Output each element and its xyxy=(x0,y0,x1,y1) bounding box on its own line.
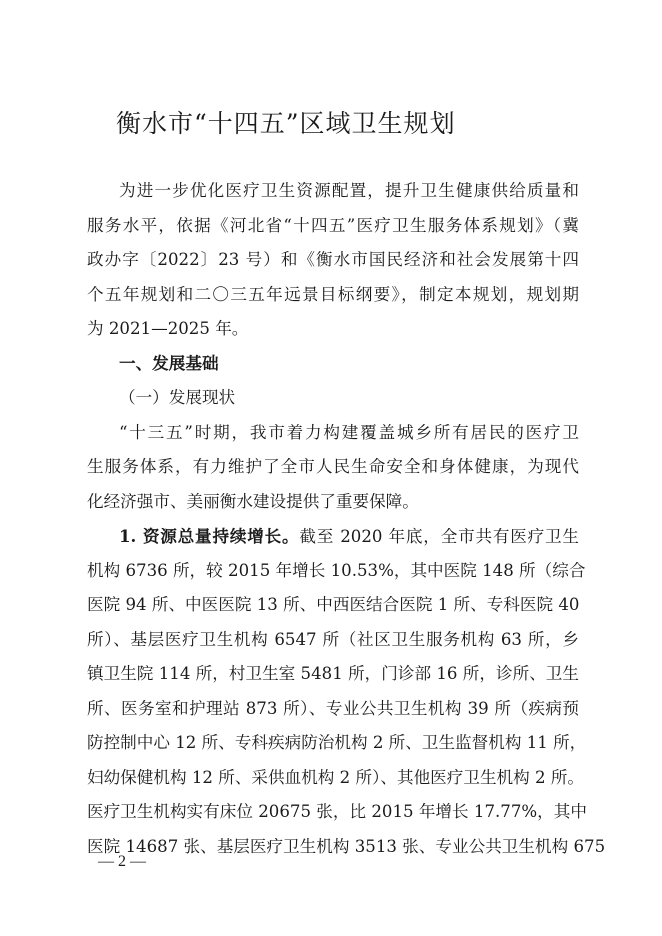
paragraph-line: 服务水平，依据《河北省“十四五”医疗卫生服务体系规划》（冀 xyxy=(87,215,579,235)
paragraph-line: 生服务体系，有力维护了全市人民生命安全和身体健康，为现代 xyxy=(87,457,579,476)
paragraph-line: 机构 6736 所，较 2015 年增长 10.53%，其中医院 148 所（综合 xyxy=(87,560,586,580)
paragraph-line: 镇卫生院 114 所，村卫生室 5481 所，门诊部 16 所，诊所、卫生 xyxy=(87,664,579,683)
paragraph-line: 妇幼保健机构 12 所、采供血机构 2 所）、其他医疗卫生机构 2 所。 xyxy=(87,767,585,787)
item-text: 截至 2020 年底，全市共有医疗卫生 xyxy=(299,527,579,546)
paragraph-line: 医院 14687 张、基层医疗卫生机构 3513 张、专业公共卫生机构 675 xyxy=(87,836,606,856)
paragraph-line: 为 2021—2025 年。 xyxy=(87,319,249,338)
paragraph-line: 政办字〔2022〕23 号）和《衡水市国民经济和社会发展第十四 xyxy=(87,250,579,269)
paragraph-line: 防控制中心 12 所、专科疾病防治机构 2 所、卫生监督机构 11 所， xyxy=(87,733,587,752)
section-heading: 一、发展基础 xyxy=(119,353,219,373)
paragraph-line: 所）、基层医疗卫生机构 6547 所（社区卫生服务机构 63 所，乡 xyxy=(87,629,579,649)
paragraph-line: 为进一步优化医疗卫生资源配置，提升卫生健康供给质量和 xyxy=(119,181,579,200)
subsection-heading: （一）发展现状 xyxy=(119,388,236,407)
paragraph-line: 个五年规划和二〇三五年远景目标纲要》，制定本规划，规划期 xyxy=(87,284,579,304)
paragraph-line xyxy=(87,519,579,554)
paragraph-line: 所、医务室和护理站 873 所）、专业公共卫生机构 39 所（疾病预 xyxy=(87,698,579,718)
document-body xyxy=(87,174,606,864)
document-title: 衡水市“十四五”区域卫生规划 xyxy=(116,109,456,138)
page-number: — 2 — xyxy=(98,853,146,870)
paragraph-line: “十三五”时期，我市着力构建覆盖城乡所有居民的医疗卫 xyxy=(119,422,579,442)
paragraph-line: 化经济强市、美丽衡水建设提供了重要保障。 xyxy=(87,491,419,511)
paragraph-line: 医院 94 所、中医医院 13 所、中西医结合医院 1 所、专科医院 40 xyxy=(87,595,580,614)
paragraph-line: 医疗卫生机构实有床位 20675 张，比 2015 年增长 17.77%，其中 xyxy=(87,802,587,821)
item-lead: 1. 资源总量持续增长。 xyxy=(119,526,300,546)
